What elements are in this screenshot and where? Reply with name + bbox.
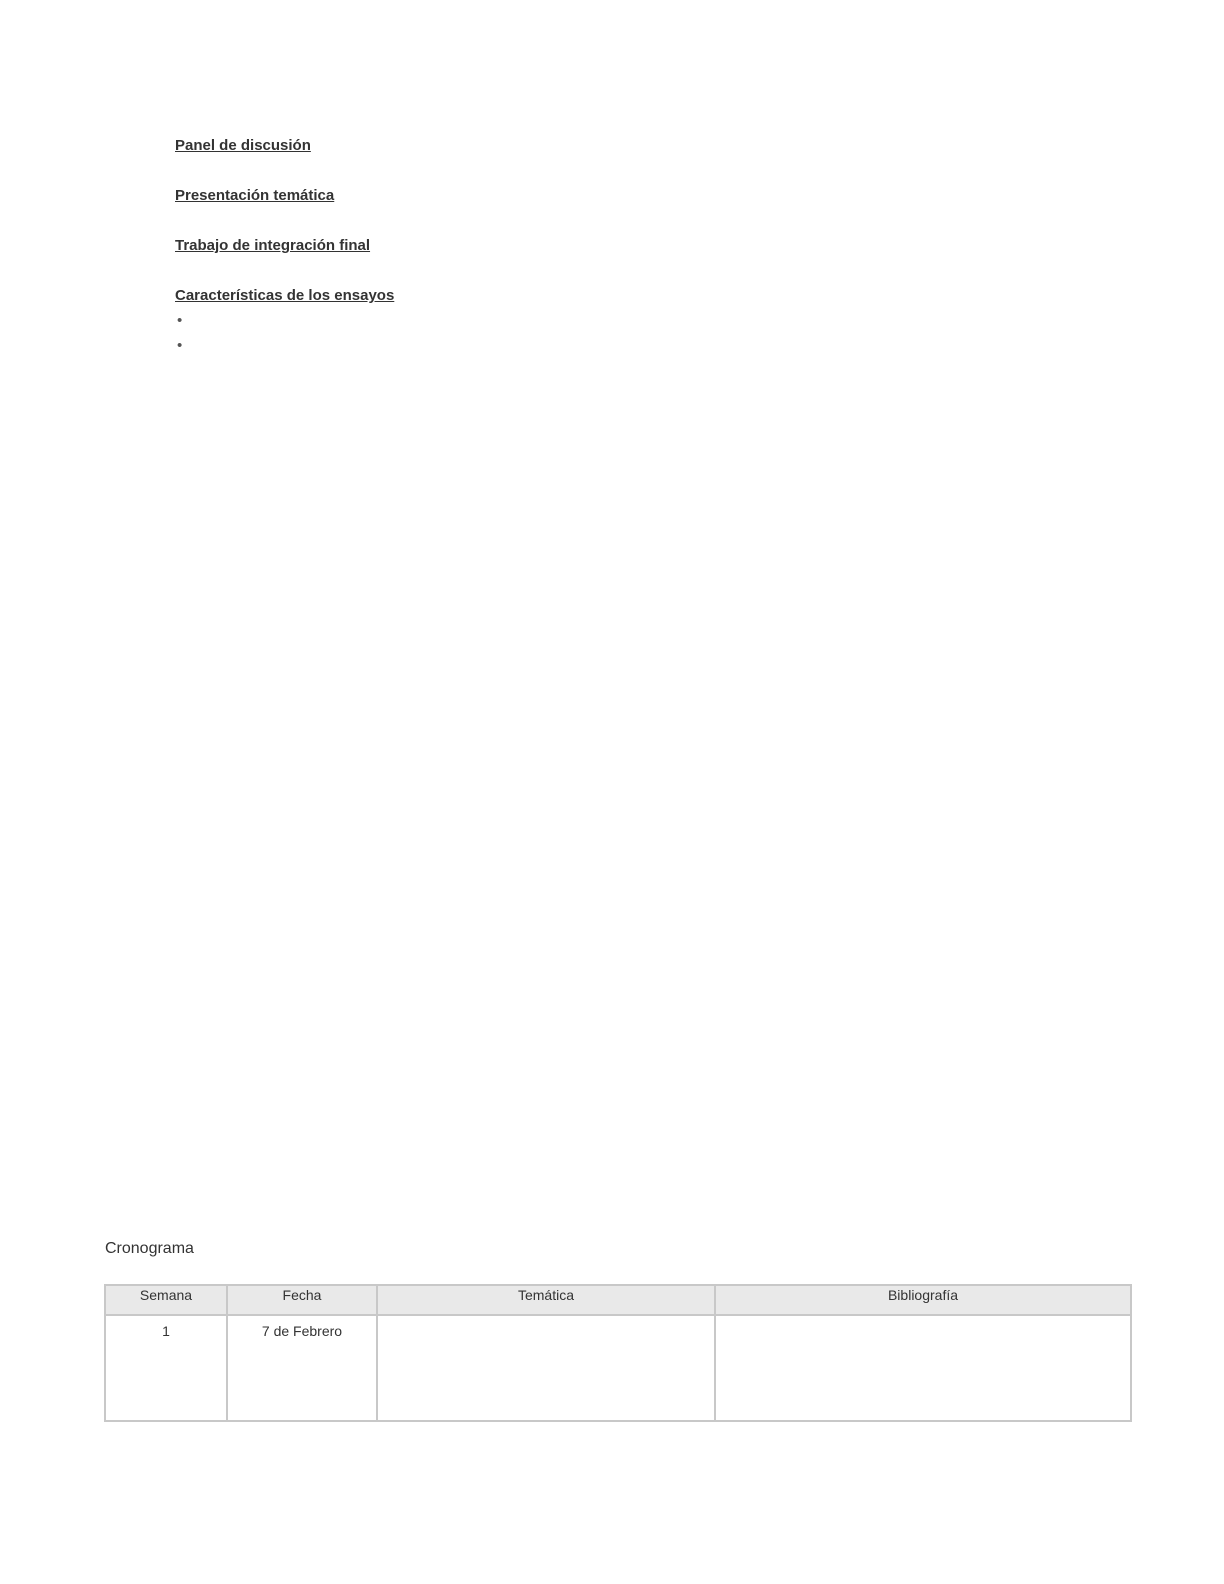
section-heading: Características de los ensayos — [175, 287, 395, 304]
panel-section — [175, 133, 1108, 158]
essay-features-section — [175, 283, 1108, 358]
section-heading: Presentación temática — [175, 187, 335, 204]
schedule-table — [104, 1284, 1132, 1422]
bullet-list — [175, 308, 1108, 358]
column-header-topic: Temática — [377, 1285, 715, 1315]
table-header-row — [105, 1285, 1131, 1315]
cell-week: 1 — [105, 1315, 227, 1421]
list-item — [175, 308, 1108, 333]
cell-bibliography — [715, 1315, 1131, 1421]
document-body — [175, 108, 1108, 358]
column-header-date: Fecha — [227, 1285, 377, 1315]
presentation-section — [175, 183, 1108, 208]
schedule-title: Cronograma — [105, 1240, 194, 1257]
cell-date: 7 de Febrero — [227, 1315, 377, 1421]
section-heading: Panel de discusión — [175, 137, 311, 154]
list-item — [175, 333, 1108, 358]
column-header-week: Semana — [105, 1285, 227, 1315]
section-heading: Trabajo de integración final — [175, 237, 371, 254]
final-work-section — [175, 233, 1108, 258]
table-row — [105, 1315, 1131, 1421]
column-header-bibliography: Bibliografía — [715, 1285, 1131, 1315]
cell-topic — [377, 1315, 715, 1421]
